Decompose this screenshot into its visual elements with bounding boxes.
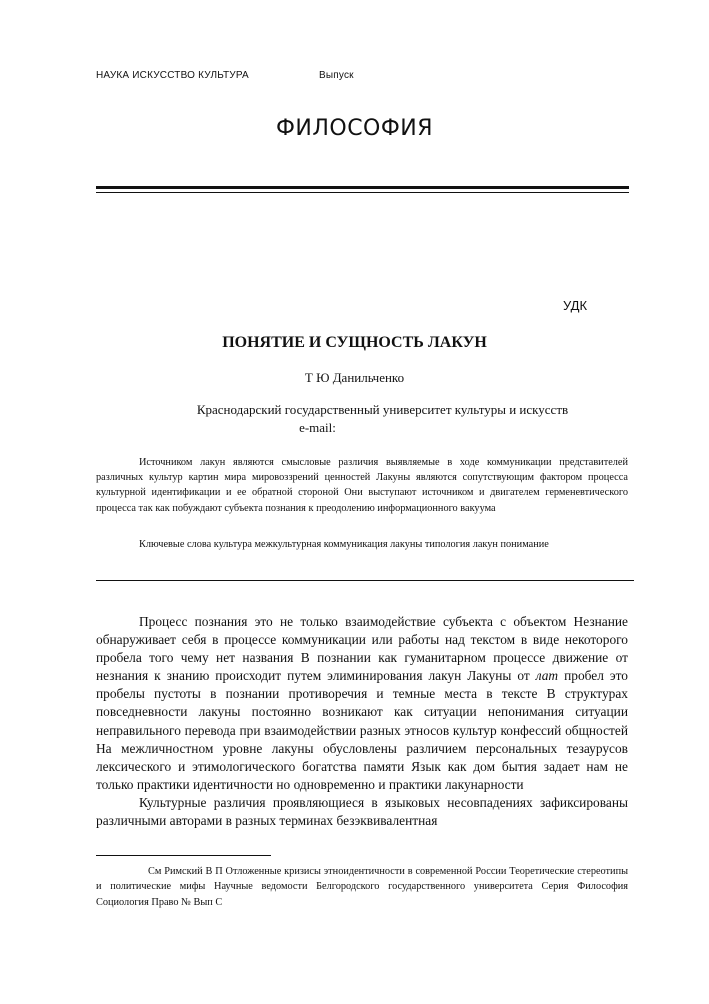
udk-label: УДК (563, 298, 588, 313)
author-email: e-mail: (299, 420, 336, 435)
footnote-rule (96, 855, 271, 856)
keywords: Ключевые слова культура межкультурная коммуникация лакуны типология лакун понимание (139, 539, 549, 550)
body-paragraph-1 (96, 613, 628, 794)
body-paragraph-1-start: Процесс познания это не только взаимодействие субъекта с объектом Незнание обнаруживает себя в процессе коммуникации или работы над текстом в виде некоторого пробела того чему нет названия В познании как гуманитарном процессе движение от незнания к знанию происходит путем элиминирования лакун Лакуны от (96, 614, 628, 684)
author-name: Т Ю Данильченко (304, 370, 405, 385)
author-affiliation: Краснодарский государственный университет культуры и искусств (196, 402, 569, 417)
header-rule-thin (96, 192, 629, 193)
section-title: ФИЛОСОФИЯ (275, 116, 434, 141)
article-title: ПОНЯТИЕ И СУЩНОСТЬ ЛАКУН (222, 334, 487, 351)
abstract-divider (96, 580, 634, 581)
body-paragraph-1-rest: пробел это пробелы пустоты в познании противоречия и темные места в тексте В структурах повседневности лакуны постоянно возникают как ситуации непонимания ситуации неправильного перевода при взаимодействии разных этносов культур конфессий общностей На межличностном уровне лакуны обусловлены различием персональных тезаурусов лексического и этимологического богатства памяти Язык как дом бытия задает нам не только практики идентичности но одновременно и практики лакунарности (96, 668, 628, 792)
footnote: См Римский В П Отложенные кризисы этноидентичности в современной России Теоретические стереотипы и политические мифы Научные ведомости Белгородского государственного университета Серия Философия Социология Право № Вып С (96, 866, 628, 908)
header-rule-thick (96, 186, 629, 189)
body-paragraph-2: Культурные различия проявляющиеся в языковых несовпадениях зафиксированы различными авторами в разных терминах безэквивалентная (96, 795, 628, 829)
running-header-issue: Выпуск (319, 70, 354, 81)
running-header-journal: НАУКА ИСКУССТВО КУЛЬТУРА (96, 70, 249, 81)
latin-abbrev: лат (535, 668, 559, 684)
abstract: Источником лакун являются смысловые различия выявляемые в ходе коммуникации представителей различных культур картин мира мировоззрений ценностей Лакуны являются сопутствующим фактором процесса культурной идентификации и ее обратной стороной Они выступают источником и двигателем герменевтического процесса так как побуждают субъекта познания к преодолению информационного вакуума (96, 457, 628, 514)
